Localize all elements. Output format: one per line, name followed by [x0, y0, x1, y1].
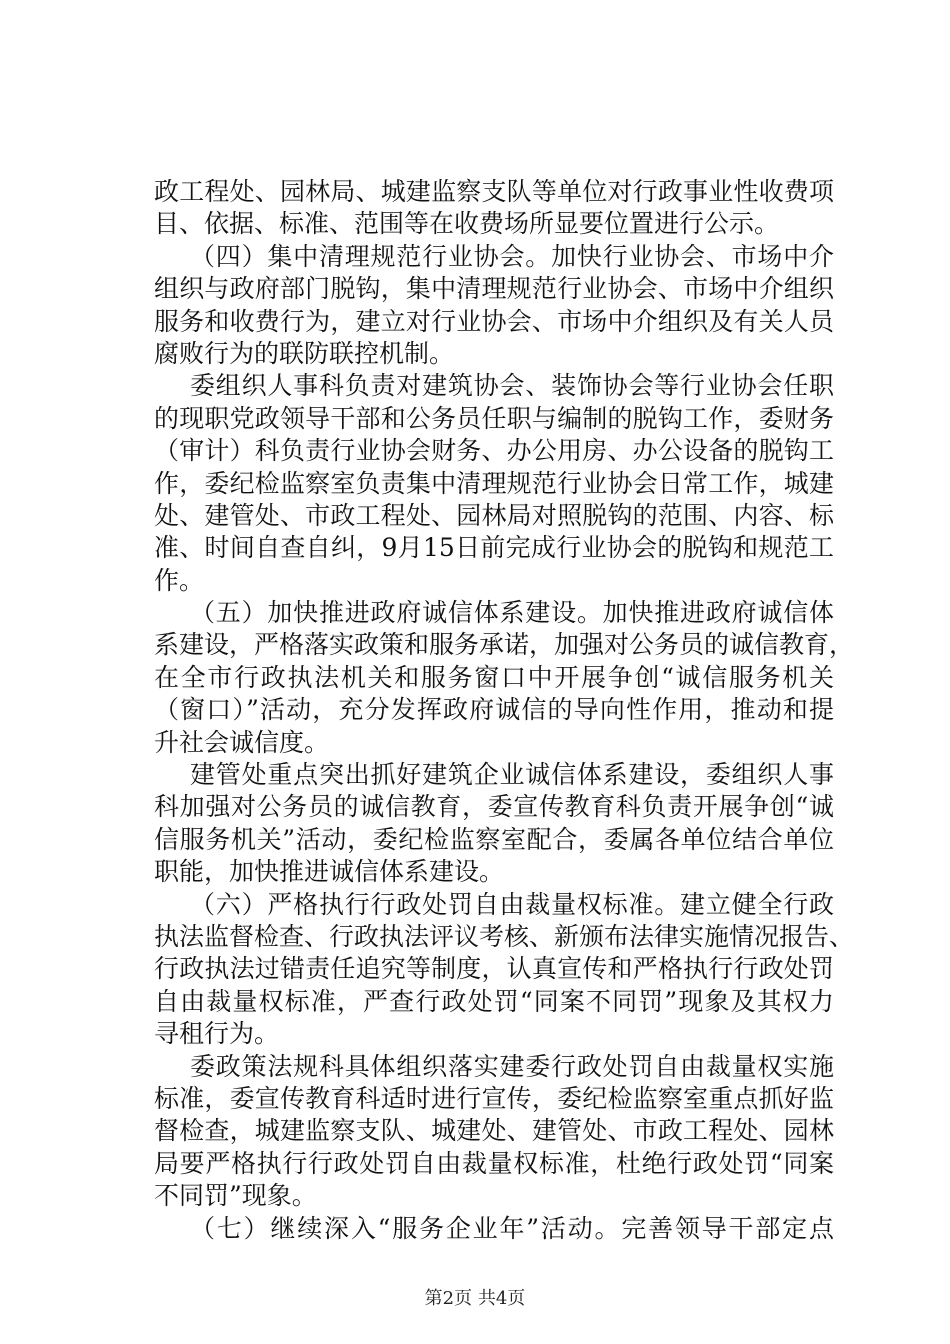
text-line: 作。	[154, 565, 205, 595]
text-line: 政工程处、园林局、城建监察支队等单位对行政事业性收费项	[154, 177, 834, 206]
text-line: 行政执法过错责任追究等制度，认真宣传和严格执行行政处罚	[154, 954, 834, 984]
text-line: 处、建管处、市政工程处、园林局对照脱钩的范围、内容、标	[154, 500, 834, 530]
text-line: 督检查，城建监察支队、城建处、建管处、市政工程处、园林	[154, 1116, 834, 1146]
text-line: 委政策法规科具体组织落实建委行政处罚自由裁量权实施	[190, 1051, 834, 1081]
document-body	[154, 176, 855, 1245]
text-line: 腐败行为的联防联控机制。	[154, 338, 455, 368]
text-line: （五）加快推进政府诚信体系建设。加快推进政府诚信体	[190, 598, 834, 628]
text-line: 系建设，严格落实政策和服务承诺，加强对公务员的诚信教育，	[154, 630, 855, 660]
text-line: 在全市行政执法机关和服务窗口中开展争创“诚信服务机关	[154, 662, 834, 692]
text-line: 信服务机关”活动，委纪检监察室配合，委属各单位结合单位	[154, 824, 834, 854]
text-line: 不同罚”现象。	[154, 1181, 317, 1211]
text-line: （窗口）”活动，充分发挥政府诚信的导向性作用，推动和提	[154, 695, 834, 725]
text-line: 的现职党政领导干部和公务员任职与编制的脱钩工作，委财务	[154, 403, 834, 433]
text-line: 建管处重点突出抓好建筑企业诚信体系建设，委组织人事	[190, 760, 834, 790]
text-line: 服务和收费行为，建立对行业协会、市场中介组织及有关人员	[154, 306, 834, 336]
text-line: （六）严格执行行政处罚自由裁量权标准。建立健全行政	[190, 889, 834, 919]
text-line: 局要严格执行行政处罚自由裁量权标准，杜绝行政处罚“同案	[154, 1148, 834, 1178]
text-line: 准、时间自查自纠，9月15日前完成行业协会的脱钩和规范工	[154, 533, 834, 563]
text-line: 职能，加快推进诚信体系建设。	[154, 857, 505, 887]
text-line: 自由裁量权标准，严查行政处罚“同案不同罚”现象及其权力	[154, 986, 834, 1016]
text-line: （审计）科负责行业协会财务、办公用房、办公设备的脱钩工	[154, 436, 834, 466]
text-line: 委组织人事科负责对建筑协会、装饰协会等行业协会任职	[190, 371, 834, 401]
text-line: 组织与政府部门脱钩，集中清理规范行业协会、市场中介组织	[154, 274, 834, 304]
text-line: 执法监督检查、行政执法评议考核、新颁布法律实施情况报告、	[154, 921, 855, 951]
text-line: （四）集中清理规范行业协会。加快行业协会、市场中介	[190, 241, 834, 271]
page-footer: 第2页 共4页	[424, 1288, 526, 1309]
text-line: 升社会诚信度。	[154, 727, 330, 757]
text-line: 作，委纪检监察室负责集中清理规范行业协会日常工作，城建	[154, 468, 834, 498]
text-line: 标准，委宣传教育科适时进行宣传，委纪检监察室重点抓好监	[154, 1083, 834, 1113]
text-line: （七）继续深入“服务企业年”活动。完善领导干部定点	[190, 1213, 834, 1243]
text-line: 科加强对公务员的诚信教育，委宣传教育科负责开展争创“诚	[154, 792, 834, 822]
text-line: 寻租行为。	[154, 1019, 280, 1049]
text-line: 目、依据、标准、范围等在收费场所显要位置进行公示。	[154, 209, 780, 239]
